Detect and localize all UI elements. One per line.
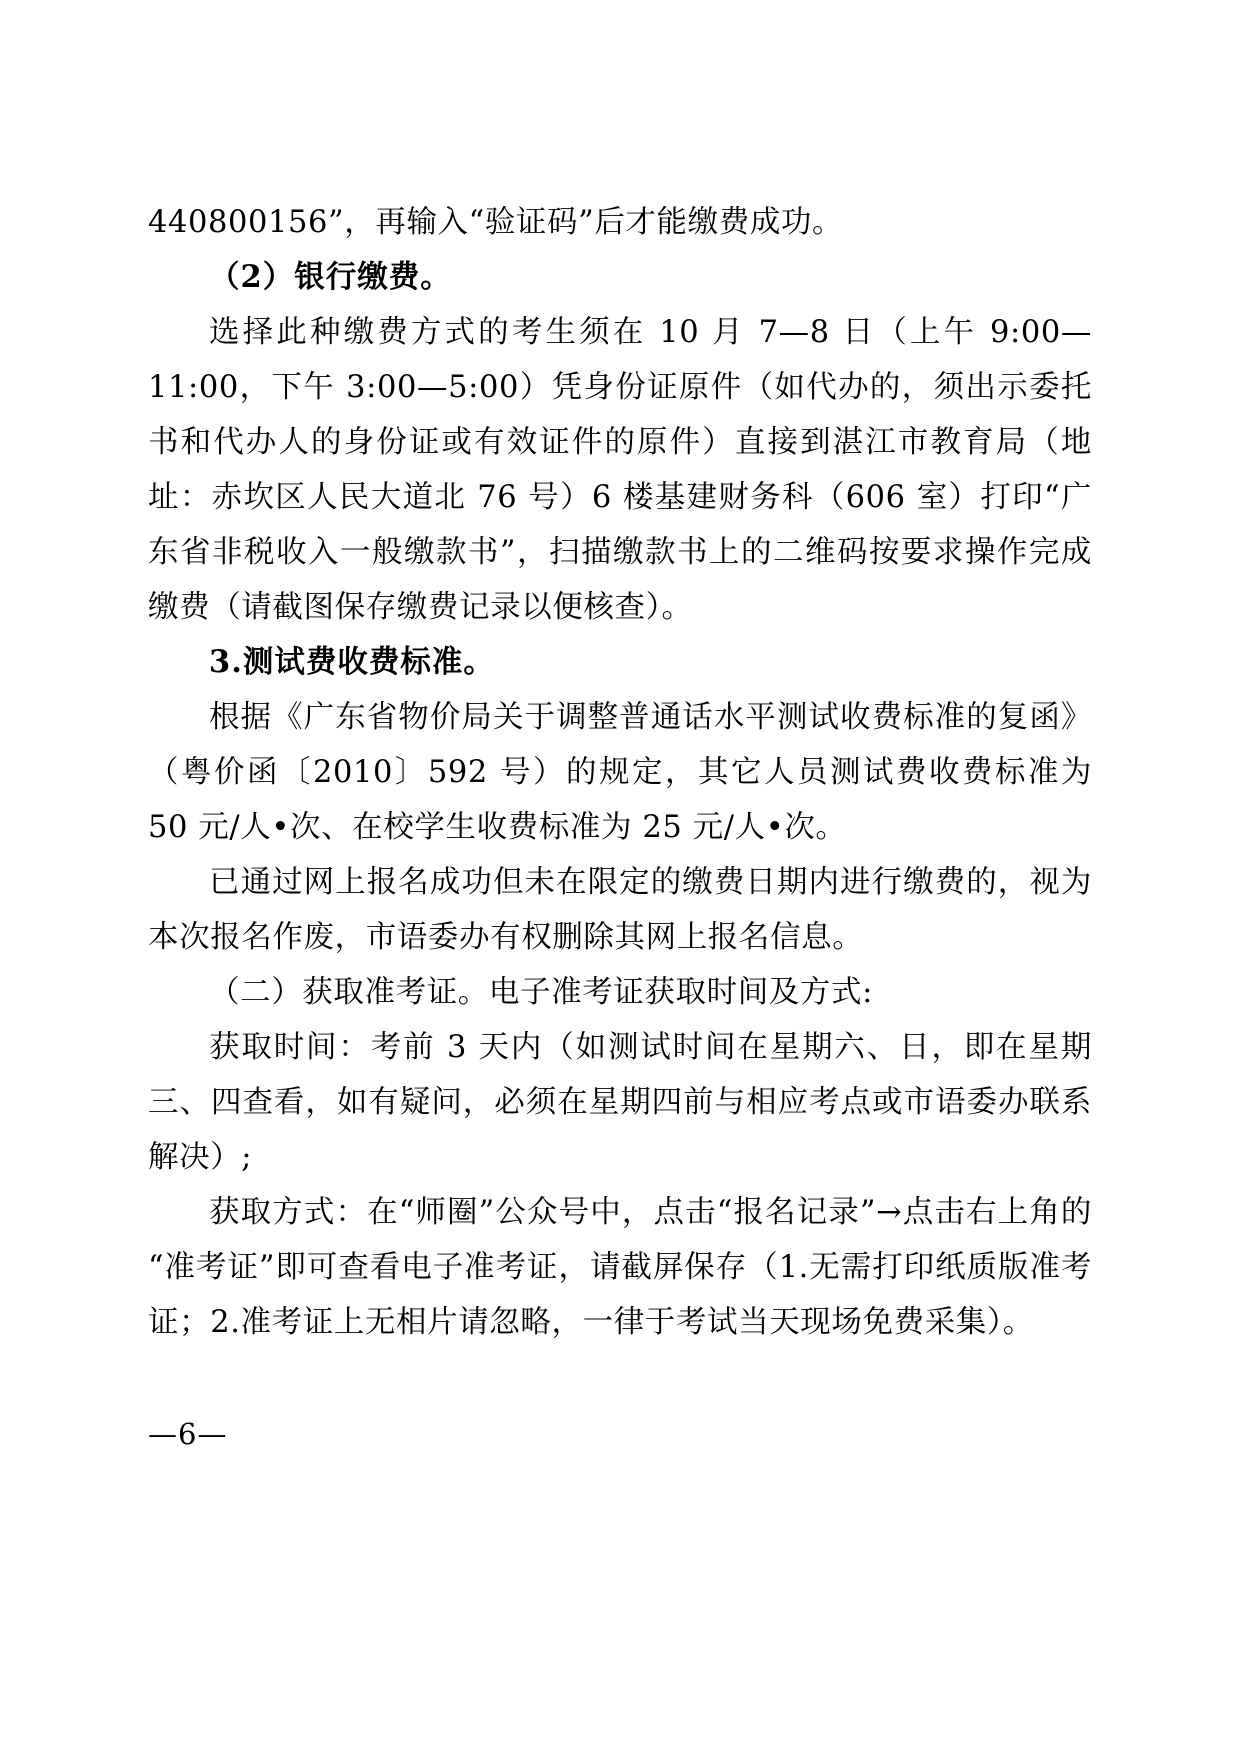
heading-bank-payment: （2）银行缴费。 — [209, 259, 452, 295]
heading-fee-standard: 3.测试费收费标准。 — [209, 644, 495, 680]
paragraph-admission-ticket-method: 获取方式：在“师圈”公众号中，点击“报名记录”→点击右上角的“准考证”即可查看电子准考证，请截屏保存（1.无需打印纸质版准考证；2.准考证上无相片请忽略，一律于考试当天现场免费采集）。 — [148, 1195, 1092, 1340]
paragraph-admission-ticket-time: 获取时间：考前 3 天内（如测试时间在星期六、日，即在星期三、四查看，如有疑问，必须在星期四前与相应考点或市语委办联系解决）; — [148, 1030, 1092, 1175]
paragraph-bank-payment-detail: 选择此种缴费方式的考生须在 10 月 7—8 日（上午 9:00—11:00，下午 3:00—5:00）凭身份证原件（如代办的，须出示委托书和代办人的身份证或有效证件的原件）直接到湛江市教育局（地址：赤坎区人民大道北 76 号）6 楼基建财务科（606 室）打印“广东省非税收入一般缴款书”，扫描缴款书上的二维码按要求操作完成缴费（请截图保存缴费记录以便核查）。 — [148, 315, 1092, 625]
document-body — [148, 195, 1092, 1350]
paragraph-unpaid-notice: 已通过网上报名成功但未在限定的缴费日期内进行缴费的，视为本次报名作废，市语委办有权删除其网上报名信息。 — [148, 865, 1092, 955]
paragraph-fee-standard-detail: 根据《广东省物价局关于调整普通话水平测试收费标准的复函》（粤价函〔2010〕592 号）的规定，其它人员测试费收费标准为 50 元/人•次、在校学生收费标准为 25 元/人•次。 — [148, 700, 1092, 845]
paragraph-continuation: 440800156”，再输入“验证码”后才能缴费成功。 — [148, 205, 844, 240]
page-number: —6— — [148, 1417, 228, 1451]
paragraph-admission-ticket-intro: （二）获取准考证。电子准考证获取时间及方式: — [209, 975, 873, 1010]
